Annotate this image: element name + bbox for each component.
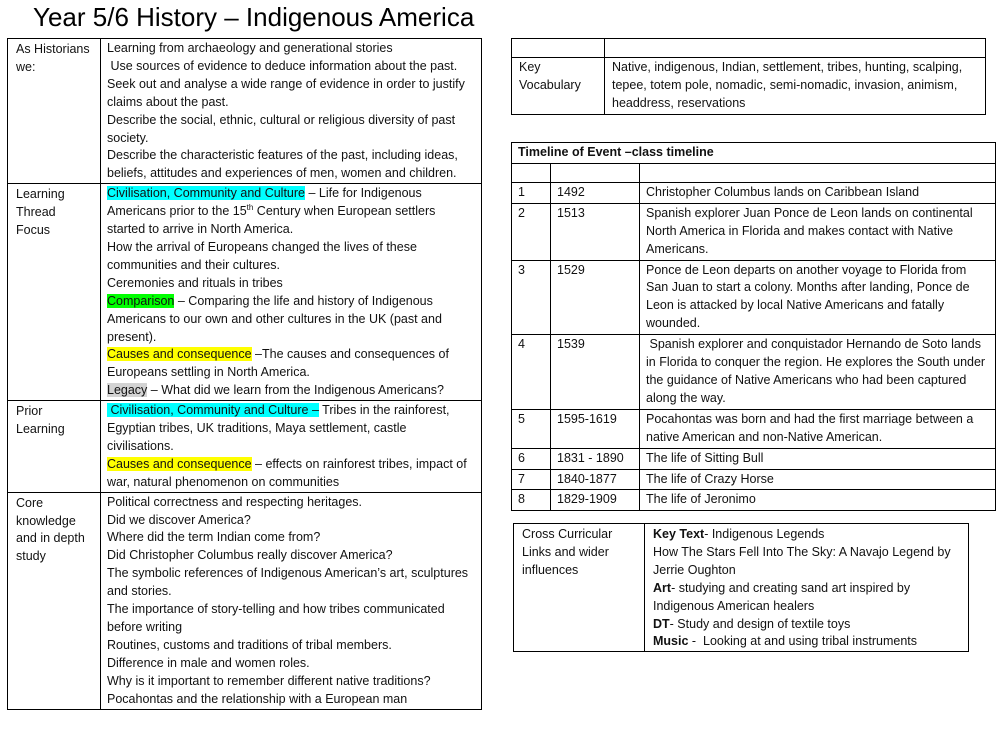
civilisation-text: – Life for Indigenous Americans prior to the 15: [107, 186, 422, 219]
prior-civilisation-text: Tribes in the rainforest, Egyptian tribes, UK traditions, Maya settlement, castle civilisations.: [107, 403, 450, 453]
civilisation-highlight: Civilisation, Community and Culture: [107, 186, 305, 201]
thread-civilisation: [107, 185, 475, 239]
timeline-year: 1829-1909: [551, 490, 640, 511]
music-line: [653, 633, 960, 651]
dt-line: [653, 616, 960, 634]
timeline-num: 5: [512, 409, 551, 448]
timeline-event: The life of Crazy Horse: [640, 469, 996, 490]
timeline-event: Christopher Columbus lands on Caribbean Island: [640, 182, 996, 203]
blank-cell: [512, 163, 551, 182]
timeline-row: [512, 335, 996, 410]
timeline-num: 3: [512, 260, 551, 335]
cross-curricular-table: [513, 523, 969, 652]
core-line: Pocahontas and the relationship with a European man: [107, 691, 408, 706]
core-line: The symbolic references of Indigenous American’s art, sculptures and stories.: [107, 566, 469, 599]
thread-legacy: [107, 382, 475, 400]
timeline-year: 1513: [551, 203, 640, 260]
music-label: Music: [653, 634, 689, 649]
vocabulary-table: [511, 38, 986, 115]
cross-curricular-content: [645, 524, 969, 652]
key-text-value: - Indigenous Legends: [704, 527, 825, 541]
timeline-num: 4: [512, 335, 551, 410]
timeline-row: [512, 182, 996, 203]
page-title: Year 5/6 History – Indigenous America: [33, 2, 475, 32]
dt-label: DT: [653, 616, 670, 631]
historians-line: Learning from archaeology and generational stories: [107, 41, 393, 55]
comparison-highlight: Comparison: [107, 293, 175, 308]
prior-content: [101, 401, 482, 493]
timeline-event: Ponce de Leon departs on another voyage to Florida from San Juan to start a colony. Months after landing, Ponce de Leon is attacked by local Native Americans and fatally wounded.: [640, 260, 996, 335]
thread-arrival: How the arrival of Europeans changed the lives of these communities and their cultures.: [107, 239, 417, 272]
music-value: - Looking at and using tribal instruments: [688, 634, 918, 649]
core-row: [8, 492, 482, 709]
timeline-row: [512, 260, 996, 335]
core-line: Difference in male and women roles.: [107, 655, 310, 670]
blank-cell: [605, 39, 986, 58]
blank-cell: [640, 163, 996, 182]
causes-text: –The causes and consequences of Europeans settling in North America.: [107, 347, 449, 380]
timeline-table: [511, 142, 996, 511]
timeline-year: 1529: [551, 260, 640, 335]
timeline-heading: Timeline of Event –class timeline: [512, 143, 996, 164]
timeline-event: Spanish explorer Juan Ponce de Leon lands on continental North America in Florida and makes contact with Native Americans.: [640, 203, 996, 260]
core-line: Why is it important to remember different native traditions?: [107, 673, 431, 688]
legacy-highlight: Legacy: [107, 383, 148, 398]
timeline-row: [512, 490, 996, 511]
timeline-event: The life of Sitting Bull: [640, 448, 996, 469]
civilisation-text-cont: Century when European settlers started to arrive in North America.: [107, 204, 436, 237]
prior-causes-highlight: Causes and consequence: [107, 456, 252, 471]
timeline-num: 6: [512, 448, 551, 469]
vocabulary-row: [512, 58, 986, 115]
timeline-event: Spanish explorer and conquistador Hernando de Soto lands in Florida to conquer the region. He explores the South under the guidance of Native Americans who had been captured along the way.: [640, 335, 996, 410]
timeline-row: [512, 469, 996, 490]
timeline-num: 7: [512, 469, 551, 490]
timeline-row: [512, 448, 996, 469]
historians-row: [8, 39, 482, 184]
timeline-num: 8: [512, 490, 551, 511]
prior-causes-text: – effects on rainforest tribes, impact of war, natural phenomenon on communities: [107, 456, 467, 489]
cross-curricular-row: [514, 524, 969, 652]
prior-civilisation: [107, 402, 475, 456]
timeline-year: 1840-1877: [551, 469, 640, 490]
historians-label: As Historians we:: [8, 39, 101, 184]
prior-label: Prior Learning: [8, 401, 101, 493]
historians-line: Describe the characteristic features of the past, including ideas, beliefs, attitudes and experiences of men, women and children.: [107, 148, 458, 181]
timeline-year: 1595-1619: [551, 409, 640, 448]
blank-cell: [512, 39, 605, 58]
core-line: The importance of story-telling and how tribes communicated before writing: [107, 602, 445, 634]
thread-ceremonies: Ceremonies and rituals in tribes: [107, 275, 283, 290]
historians-content: [101, 39, 482, 184]
blank-cell: [551, 163, 640, 182]
thread-comparison: [107, 293, 475, 347]
timeline-row: [512, 409, 996, 448]
timeline-year: 1539: [551, 335, 640, 410]
comparison-text: – Comparing the life and history of Indigenous Americans to our own and other cultures in the UK (past and present).: [107, 293, 442, 344]
key-text-label: Key Text: [653, 527, 705, 541]
core-label: Core knowledge and in depth study: [8, 492, 101, 709]
art-value: - studying and creating sand art inspired by Indigenous American healers: [653, 580, 911, 613]
timeline-row: [512, 203, 996, 260]
timeline-blank-row: [512, 163, 996, 182]
prior-civilisation-highlight: Civilisation, Community and Culture –: [107, 403, 319, 418]
book-title: How The Stars Fell Into The Sky: A Navajo Legend by Jerrie Oughton: [653, 544, 951, 577]
prior-causes: [107, 456, 475, 492]
thread-row: [8, 184, 482, 401]
vocabulary-blank-row: [512, 39, 986, 58]
timeline-num: 2: [512, 203, 551, 260]
dt-value: - Study and design of textile toys: [669, 616, 851, 631]
key-text-line: [653, 526, 960, 544]
timeline-year: 1831 - 1890: [551, 448, 640, 469]
art-line: [653, 580, 960, 616]
art-label: Art: [653, 580, 672, 595]
superscript: th: [246, 203, 254, 212]
core-line: Where did the term Indian come from?: [107, 530, 321, 545]
core-content: [101, 492, 482, 709]
curriculum-table: [7, 38, 482, 710]
timeline-num: 1: [512, 182, 551, 203]
timeline-heading-row: [512, 143, 996, 164]
causes-highlight: Causes and consequence: [107, 347, 252, 362]
timeline-year: 1492: [551, 182, 640, 203]
thread-content: [101, 184, 482, 401]
timeline-event: The life of Jeronimo: [640, 490, 996, 511]
historians-line: Use sources of evidence to deduce information about the past.: [107, 58, 458, 73]
cross-curricular-label: Cross Curricular Links and wider influences: [514, 524, 645, 652]
legacy-text: – What did we learn from the Indigenous Americans?: [147, 383, 444, 398]
thread-causes: [107, 346, 475, 382]
historians-line: Seek out and analyse a wide range of evidence in order to justify claims about the past.: [107, 76, 465, 109]
historians-line: Describe the social, ethnic, cultural or religious diversity of past society.: [107, 112, 456, 145]
thread-label: Learning Thread Focus: [8, 184, 101, 401]
prior-row: [8, 401, 482, 493]
core-line: Routines, customs and traditions of tribal members.: [107, 637, 392, 652]
vocabulary-label: Key Vocabulary: [512, 58, 605, 115]
core-line: Did we discover America?: [107, 512, 251, 527]
timeline-event: Pocahontas was born and had the first marriage between a native American and non-Native American.: [640, 409, 996, 448]
vocabulary-text: Native, indigenous, Indian, settlement, tribes, hunting, scalping, tepee, totem pole, nomadic, semi-nomadic, invasion, animism, headdress, reservations: [605, 58, 986, 115]
core-line: Political correctness and respecting heritages.: [107, 494, 362, 509]
core-line: Did Christopher Columbus really discover America?: [107, 548, 393, 563]
